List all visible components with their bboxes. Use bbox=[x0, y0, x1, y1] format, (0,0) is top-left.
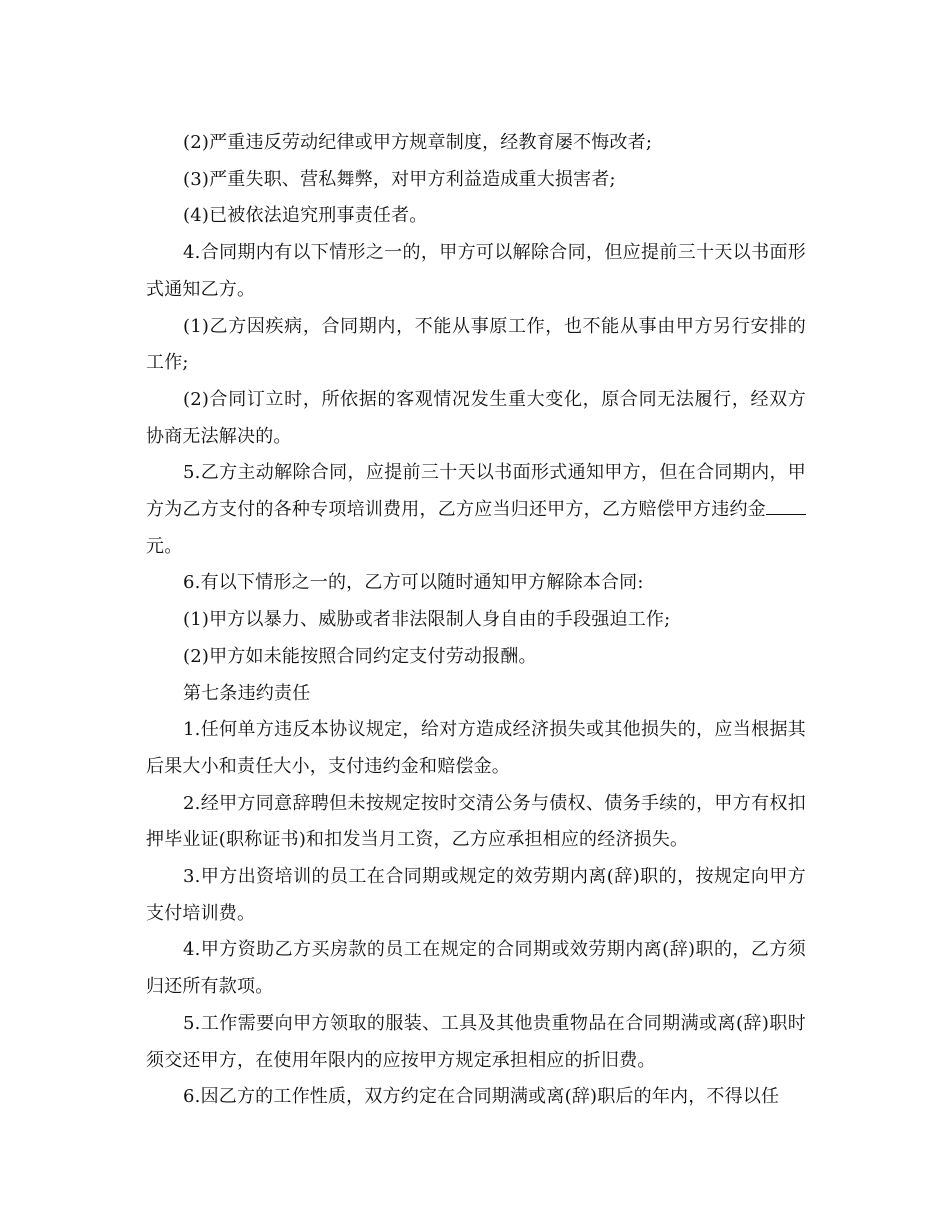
clause-paragraph: (2)甲方如未能按照合同约定支付劳动报酬。 bbox=[183, 645, 537, 667]
clause-paragraph: (1)乙方因疾病，合同期内，不能从事原工作，也不能从事由甲方另行安排的工作; bbox=[146, 315, 806, 374]
clause-paragraph: 6.有以下情形之一的，乙方可以随时通知甲方解除本合同: bbox=[183, 572, 644, 594]
clause-paragraph: (1)甲方以暴力、威胁或者非法限制人身自由的手段强迫工作; bbox=[183, 609, 671, 631]
clause-paragraph: (4)已被依法追究刑事责任者。 bbox=[183, 205, 428, 227]
clause-paragraph: 4.合同期内有以下情形之一的，甲方可以解除合同，但应提前三十天以书面形式通知乙方。 bbox=[146, 242, 806, 300]
document-body bbox=[146, 125, 806, 1116]
fill-in-blank bbox=[766, 494, 806, 515]
clause-paragraph: 6.因乙方的工作性质，双方约定在合同期满或离(辞)职后的年内，不得以任 bbox=[183, 1086, 780, 1108]
clause-paragraph-penalty bbox=[146, 455, 806, 565]
section-heading: 第七条违约责任 bbox=[183, 682, 311, 704]
clause-paragraph: 1.任何单方违反本协议规定，给对方造成经济损失或其他损失的，应当根据其后果大小和责任大小，支付违约金和赔偿金。 bbox=[146, 719, 806, 777]
clause-text: 5.乙方主动解除合同，应提前三十天以书面形式通知甲方，但在合同期内，甲方为乙方支付的各种专项培训费用，乙方应当归还甲方，乙方赔偿甲方违约金 bbox=[146, 462, 806, 521]
clause-paragraph: 5.工作需要向甲方领取的服装、工具及其他贵重物品在合同期满或离(辞)职时须交还甲方，在使用年限内的应按甲方规定承担相应的折旧费。 bbox=[146, 1012, 806, 1071]
clause-paragraph: (3)严重失职、营私舞弊，对甲方利益造成重大损害者; bbox=[183, 168, 616, 190]
clause-paragraph: 4.甲方资助乙方买房款的员工在规定的合同期或效劳期内离(辞)职的，乙方须归还所有款项。 bbox=[146, 939, 806, 998]
clause-paragraph: 2.经甲方同意辞聘但未按规定按时交清公务与债权、债务手续的，甲方有权扣押毕业证(职称证书)和扣发当月工资，乙方应承担相应的经济损失。 bbox=[146, 792, 806, 851]
clause-paragraph: (2)合同订立时，所依据的客观情况发生重大变化，原合同无法履行，经双方协商无法解决的。 bbox=[146, 388, 806, 447]
clause-paragraph: 3.甲方出资培训的员工在合同期或规定的效劳期内离(辞)职的，按规定向甲方支付培训费。 bbox=[146, 866, 806, 924]
blank-suffix: 元。 bbox=[146, 535, 183, 557]
clause-paragraph: (2)严重违反劳动纪律或甲方规章制度，经教育屡不悔改者; bbox=[183, 132, 653, 153]
